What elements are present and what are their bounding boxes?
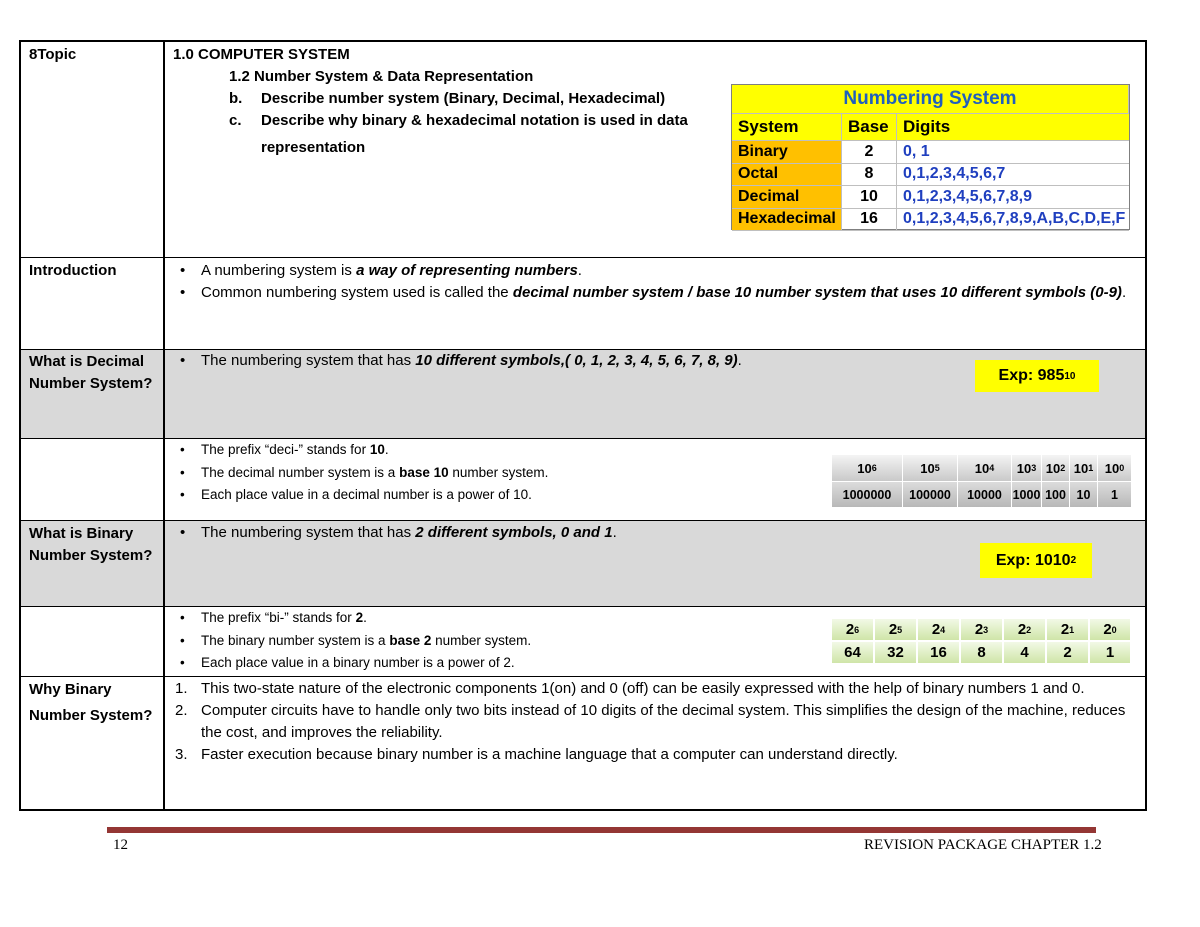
introduction-bullet-2 [173,282,1139,304]
decimal-power-value-6: 1000000 [832,481,903,507]
decimal-b-text: The numbering system that has [201,352,416,369]
decimal-power-exponent-0 [1098,455,1132,481]
decimal-power-superscript-1: 1 [1088,463,1094,473]
decimal-label: What is Decimal Number System? [29,353,153,392]
row-why-binary [21,677,1145,811]
decimal-power-base-2: 10 [1045,460,1061,476]
topic-title: 1.0 COMPUTER SYSTEM [173,46,350,63]
numbering-row-2-base: 8 [842,164,897,187]
row-binary [21,521,1145,607]
why-binary-content [173,678,1139,766]
binary-example-subscript: 2 [1070,555,1077,566]
decimal-power-exponent-1 [1070,455,1098,481]
decimal-power-value-3: 1000 [1012,481,1042,507]
numbering-row-3-base: 10 [842,186,897,209]
decimal-power-base-3: 10 [1016,460,1032,476]
decimal-power-base-5: 10 [920,460,935,476]
decimal-power-exponent-5 [903,455,958,481]
header-base: Base [842,114,897,141]
introduction-content [173,260,1139,304]
numbering-row-1-system: Binary [732,141,842,164]
binary-power-value-1: 2 [1046,641,1089,664]
decimal-power-value-1: 10 [1070,481,1098,507]
binary-detail-2-text: The binary number system is a [201,632,390,648]
page-number: 12 [113,837,128,853]
decimal-power-superscript-4: 4 [989,463,995,473]
why-binary-item-2-text: Computer circuits have to handle only two bits instead of 10 digits of the decimal system. This simplifies the design of the machine, reduces the cost, and improves the reliability. [201,702,1126,741]
numbering-row-2-system: Octal [732,164,842,187]
why-binary-item-1-number: 1. [175,680,188,697]
why-binary-item-2-number: 2. [175,702,188,719]
decimal-detail-2-end: number system. [448,464,549,480]
binary-power-base-4: 2 [931,621,941,638]
numbering-system-table [731,84,1130,230]
binary-detail-1-end: . [363,610,367,625]
binary-powers-table [831,618,1131,664]
decimal-power-superscript-0: 0 [1119,463,1125,473]
decimal-power-exponent-4 [958,455,1012,481]
decimal-detail-2-text: The decimal number system is a [201,464,400,480]
binary-power-base-1: 2 [1060,621,1070,638]
decimal-power-superscript-2: 2 [1060,463,1066,473]
introduction-label: Introduction [29,262,117,279]
binary-detail-1-bold: 2 [355,610,364,625]
topic-item-c-marker: c. [229,112,242,129]
decimal-detail-3: • Each place value in a decimal number is a power of 10. [173,484,1139,507]
binary-b-emphasis: 2 different symbols, 0 and 1 [415,524,613,541]
row-decimal-details [21,439,1145,521]
intro-b2-text: Common numbering system used is called the [201,284,513,301]
binary-power-exponent-4 [917,618,960,641]
header-digits: Digits [897,114,1129,141]
binary-power-superscript-2: 2 [1026,624,1032,635]
decimal-power-exponent-2 [1042,455,1070,481]
numbering-row-4-system: Hexadecimal [732,209,842,232]
binary-power-value-5: 32 [874,641,917,664]
binary-b-text: The numbering system that has [201,524,416,541]
decimal-power-value-5: 100000 [903,481,958,507]
decimal-example-text: Exp: 985 [998,367,1065,384]
binary-power-superscript-5: 5 [897,624,903,635]
decimal-power-value-2: 100 [1042,481,1070,507]
decimal-power-superscript-6: 6 [871,463,877,473]
row-decimal [21,350,1145,439]
binary-power-value-3: 8 [960,641,1003,664]
decimal-power-exponent-3 [1012,455,1042,481]
decimal-example-badge [975,360,1099,392]
why-binary-label: Why Binary Number System? [29,681,153,724]
binary-power-exponent-1 [1046,618,1089,641]
decimal-powers-table [832,455,1132,507]
numbering-row-3-digits: 0,1,2,3,4,5,6,7,8,9 [897,186,1129,209]
binary-power-exponent-0 [1089,618,1131,641]
intro-b1-text: A numbering system is [201,262,357,279]
numbering-row-2-digits: 0,1,2,3,4,5,6,7 [897,164,1129,187]
numbering-row-1-digits: 0, 1 [897,141,1129,164]
introduction-bullets [173,260,1139,304]
binary-label: What is Binary Number System? [29,525,153,564]
binary-power-value-2: 4 [1003,641,1046,664]
numbering-system-title: Numbering System [732,85,1129,114]
binary-power-exponent-2 [1003,618,1046,641]
row-introduction [21,258,1145,350]
intro-b1-emphasis: a way of representing numbers [356,262,578,279]
topic-label: 8Topic [29,46,77,63]
numbering-row-4-digits: 0,1,2,3,4,5,6,7,8,9,A,B,C,D,E,F [897,209,1129,232]
binary-example-badge [980,543,1092,578]
decimal-power-base-1: 10 [1073,460,1089,476]
intro-b2-emphasis: decimal number system / base 10 number system that uses 10 different symbols (0-9) [512,284,1122,301]
binary-power-base-0: 2 [1103,621,1112,638]
binary-bullets [173,522,1139,544]
intro-b2-end: . [1121,284,1127,301]
binary-power-base-2: 2 [1017,621,1027,638]
why-binary-item-1-text: This two-state nature of the electronic components 1(on) and 0 (off) can be easily expressed with the help of binary numbers 1 and 0. [201,680,1085,697]
binary-power-superscript-1: 1 [1069,624,1075,635]
topic-item-c-text: Describe why binary & hexadecimal notation is used in data [261,112,688,129]
binary-power-value-6: 64 [831,641,874,664]
binary-power-superscript-3: 3 [983,624,989,635]
decimal-power-superscript-5: 5 [934,463,940,473]
decimal-power-superscript-3: 3 [1031,463,1037,473]
decimal-power-exponent-6 [832,455,903,481]
decimal-power-value-4: 10000 [958,481,1012,507]
decimal-detail-2-bold: base 10 [399,464,449,480]
decimal-detail-1-end: . [384,442,389,457]
decimal-power-base-4: 10 [974,460,990,476]
binary-power-base-5: 2 [888,621,898,638]
binary-power-exponent-6 [831,618,874,641]
decimal-power-base-6: 10 [857,460,872,476]
decimal-detail-1-bold: 10 [369,442,385,457]
binary-power-exponent-3 [960,618,1003,641]
introduction-bullet-1 [173,260,1139,282]
row-binary-details [21,607,1145,677]
decimal-b-emphasis: 10 different symbols,( 0, 1, 2, 3, 4, 5, 6, 7, 8, 9) [415,352,738,369]
binary-detail-1-text: The prefix “bi-” stands for [201,610,356,625]
footer-title: REVISION PACKAGE CHAPTER 1.2 [864,837,1102,853]
decimal-example-subscript: 10 [1064,370,1076,382]
binary-detail-2-end: number system. [431,632,532,648]
decimal-power-value-0: 1 [1098,481,1132,507]
why-binary-item-2 [173,700,1139,744]
binary-detail-2-bold: base 2 [389,632,432,648]
footer-divider [107,827,1096,833]
intro-b1-end: . [577,262,582,279]
numbering-row-3-system: Decimal [732,186,842,209]
binary-example-text: Exp: 1010 [995,551,1071,569]
binary-detail-3: • Each place value in a binary number is a power of 2. [173,652,1139,675]
binary-power-value-0: 1 [1089,641,1131,664]
binary-content [173,522,1139,544]
topic-item-b-marker: b. [229,90,243,107]
binary-bullet [173,522,1139,544]
why-binary-item-3-text: Faster execution because binary number is a machine language that a computer can understand directly. [201,746,898,763]
why-binary-item-3 [173,744,1139,766]
binary-power-base-6: 2 [845,621,855,638]
topic-item-b-text: Describe number system (Binary, Decimal, Hexadecimal) [261,90,666,107]
numbering-row-1-base: 2 [842,141,897,164]
numbering-row-4-base: 16 [842,209,897,232]
topic-subtitle: 1.2 Number System & Data Representation [229,68,534,85]
why-binary-item-3-number: 3. [175,746,188,763]
decimal-detail-1-text: The prefix “deci-” stands for [201,442,370,457]
binary-power-superscript-6: 6 [854,624,860,635]
binary-power-base-3: 2 [974,621,984,638]
binary-b-end: . [612,524,617,541]
decimal-b-end: . [737,352,742,369]
binary-power-superscript-4: 4 [940,624,946,635]
topic-item-c-continuation: representation [261,139,366,156]
decimal-power-base-0: 10 [1104,460,1120,476]
why-binary-list [173,678,1139,766]
why-binary-item-1 [173,678,1139,700]
header-system: System [732,114,842,141]
binary-power-exponent-5 [874,618,917,641]
binary-power-superscript-0: 0 [1111,624,1117,635]
column-divider [163,42,165,809]
binary-power-value-4: 16 [917,641,960,664]
